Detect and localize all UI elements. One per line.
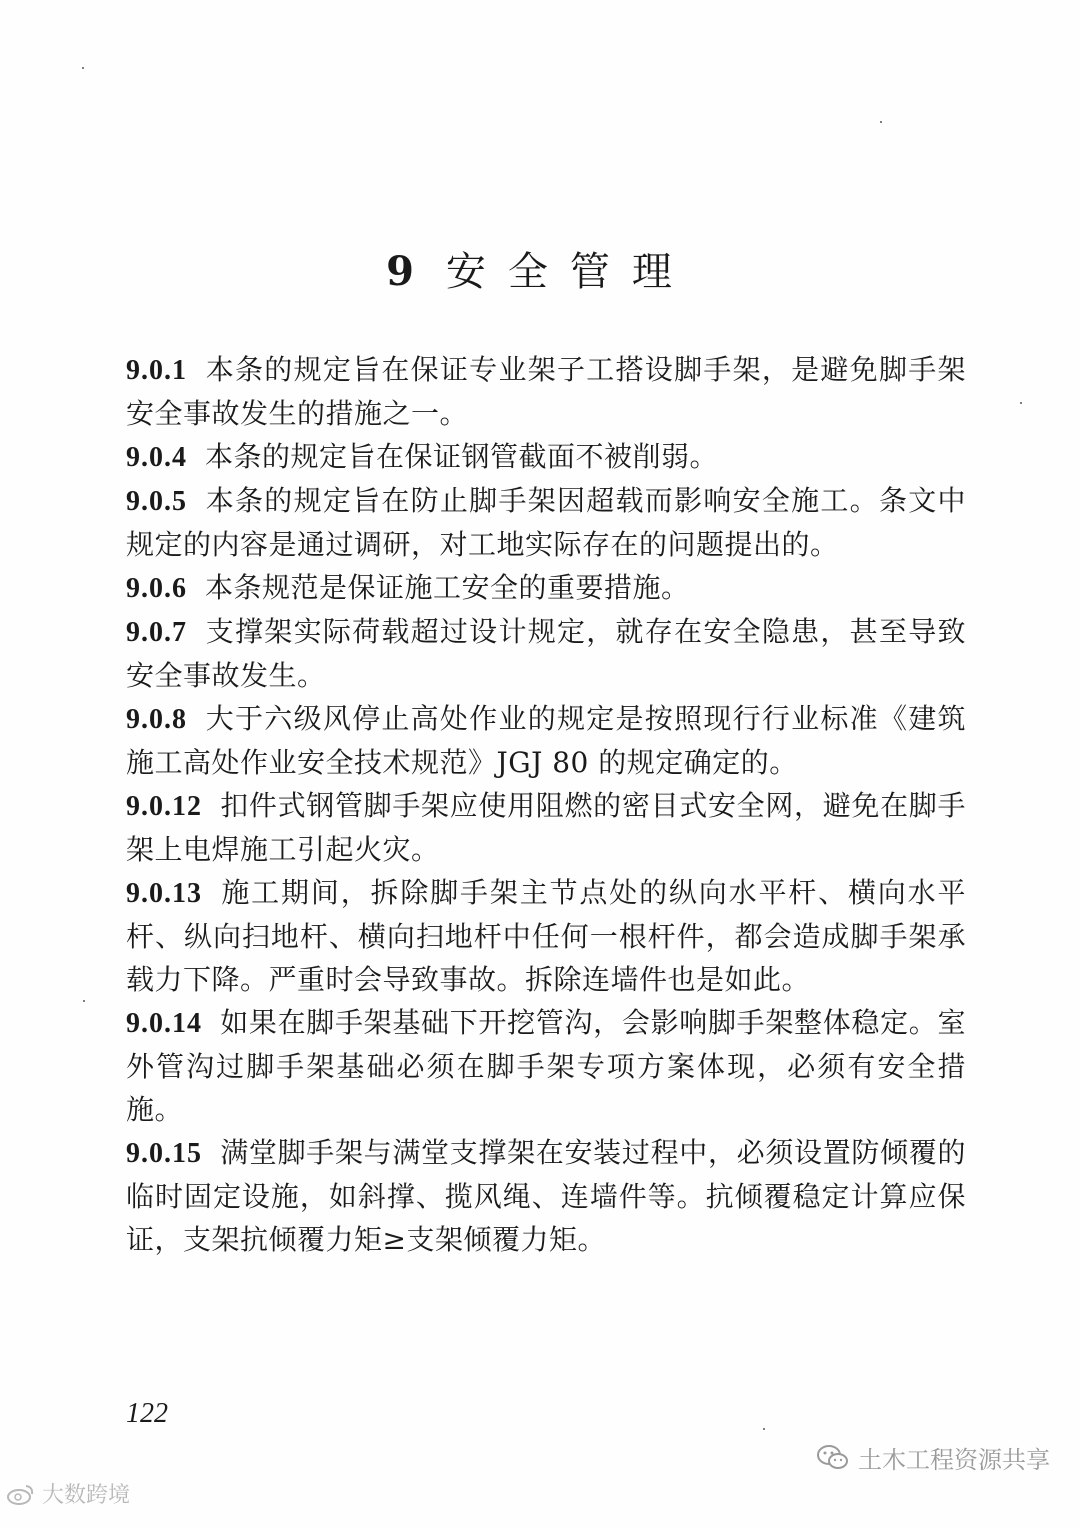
clause	[126, 610, 966, 697]
page-number: 122	[126, 1398, 168, 1429]
chapter-title-text: 安全管理	[445, 249, 694, 295]
clause	[126, 871, 966, 1001]
clause-list	[126, 348, 966, 1261]
clause	[126, 1001, 966, 1131]
scan-speck	[763, 1428, 765, 1430]
clause-text: 本条的规定旨在防止脚手架因超载而影响安全施工。条文中规定的内容是通过调研，对工地实际存在的问题提出的。	[126, 484, 966, 561]
clause	[126, 1131, 966, 1261]
clause	[126, 435, 966, 479]
weibo-icon	[6, 1482, 36, 1506]
scan-speck	[880, 121, 882, 123]
clause-number: 9.0.15	[126, 1138, 202, 1169]
clause-number: 9.0.13	[126, 878, 202, 909]
clause-number: 9.0.8	[126, 704, 187, 735]
scan-speck	[83, 1000, 85, 1002]
clause-number: 9.0.7	[126, 617, 187, 648]
chapter-number: 9	[386, 248, 420, 295]
clause-text: 本条规范是保证施工安全的重要措施。	[205, 571, 690, 604]
clause	[126, 784, 966, 871]
chapter-title	[0, 240, 1080, 297]
clause-number: 9.0.1	[126, 355, 187, 386]
watermark-right-text: 土木工程资源共享	[858, 1447, 1050, 1474]
scan-speck	[82, 67, 84, 69]
clause-text: 本条的规定旨在保证钢管截面不被削弱。	[205, 440, 719, 473]
clause-number: 9.0.5	[126, 486, 187, 517]
clause-number: 9.0.4	[126, 442, 187, 473]
clause	[126, 566, 966, 610]
clause	[126, 479, 966, 566]
clause	[126, 697, 966, 784]
clause-text: 支撑架实际荷载超过设计规定，就存在安全隐患，甚至导致安全事故发生。	[126, 615, 966, 692]
clause	[126, 348, 966, 435]
clause-text: 施工期间，拆除脚手架主节点处的纵向水平杆、横向水平杆、纵向扫地杆、横向扫地杆中任何一根杆件，都会造成脚手架承载力下降。严重时会导致事故。拆除连墙件也是如此。	[126, 876, 966, 996]
clause-text: 满堂脚手架与满堂支撑架在安装过程中，必须设置防倾覆的临时固定设施，如斜撑、揽风绳、连墙件等。抗倾覆稳定计算应保证，支架抗倾覆力矩≥支架倾覆力矩。	[126, 1136, 966, 1256]
clause-text: 本条的规定旨在保证专业架子工搭设脚手架，是避免脚手架安全事故发生的措施之一。	[126, 353, 966, 430]
clause-text: 如果在脚手架基础下开挖管沟，会影响脚手架整体稳定。室外管沟过脚手架基础必须在脚手架专项方案体现，必须有安全措施。	[126, 1006, 966, 1126]
watermark-right	[816, 1440, 1050, 1475]
watermark-left	[6, 1478, 130, 1509]
clause-number: 9.0.6	[126, 573, 187, 604]
clause-text: 扣件式钢管脚手架应使用阻燃的密目式安全网，避免在脚手架上电焊施工引起火灾。	[126, 789, 966, 866]
watermark-left-text: 大数跨境	[42, 1482, 131, 1507]
clause-number: 9.0.14	[126, 1008, 202, 1039]
wechat-icon	[816, 1444, 850, 1472]
clause-number: 9.0.12	[126, 791, 202, 822]
clause-text: 大于六级风停止高处作业的规定是按照现行行业标准《建筑施工高处作业安全技术规范》JGJ 80 的规定确定的。	[126, 702, 966, 779]
scan-speck	[1020, 402, 1022, 404]
